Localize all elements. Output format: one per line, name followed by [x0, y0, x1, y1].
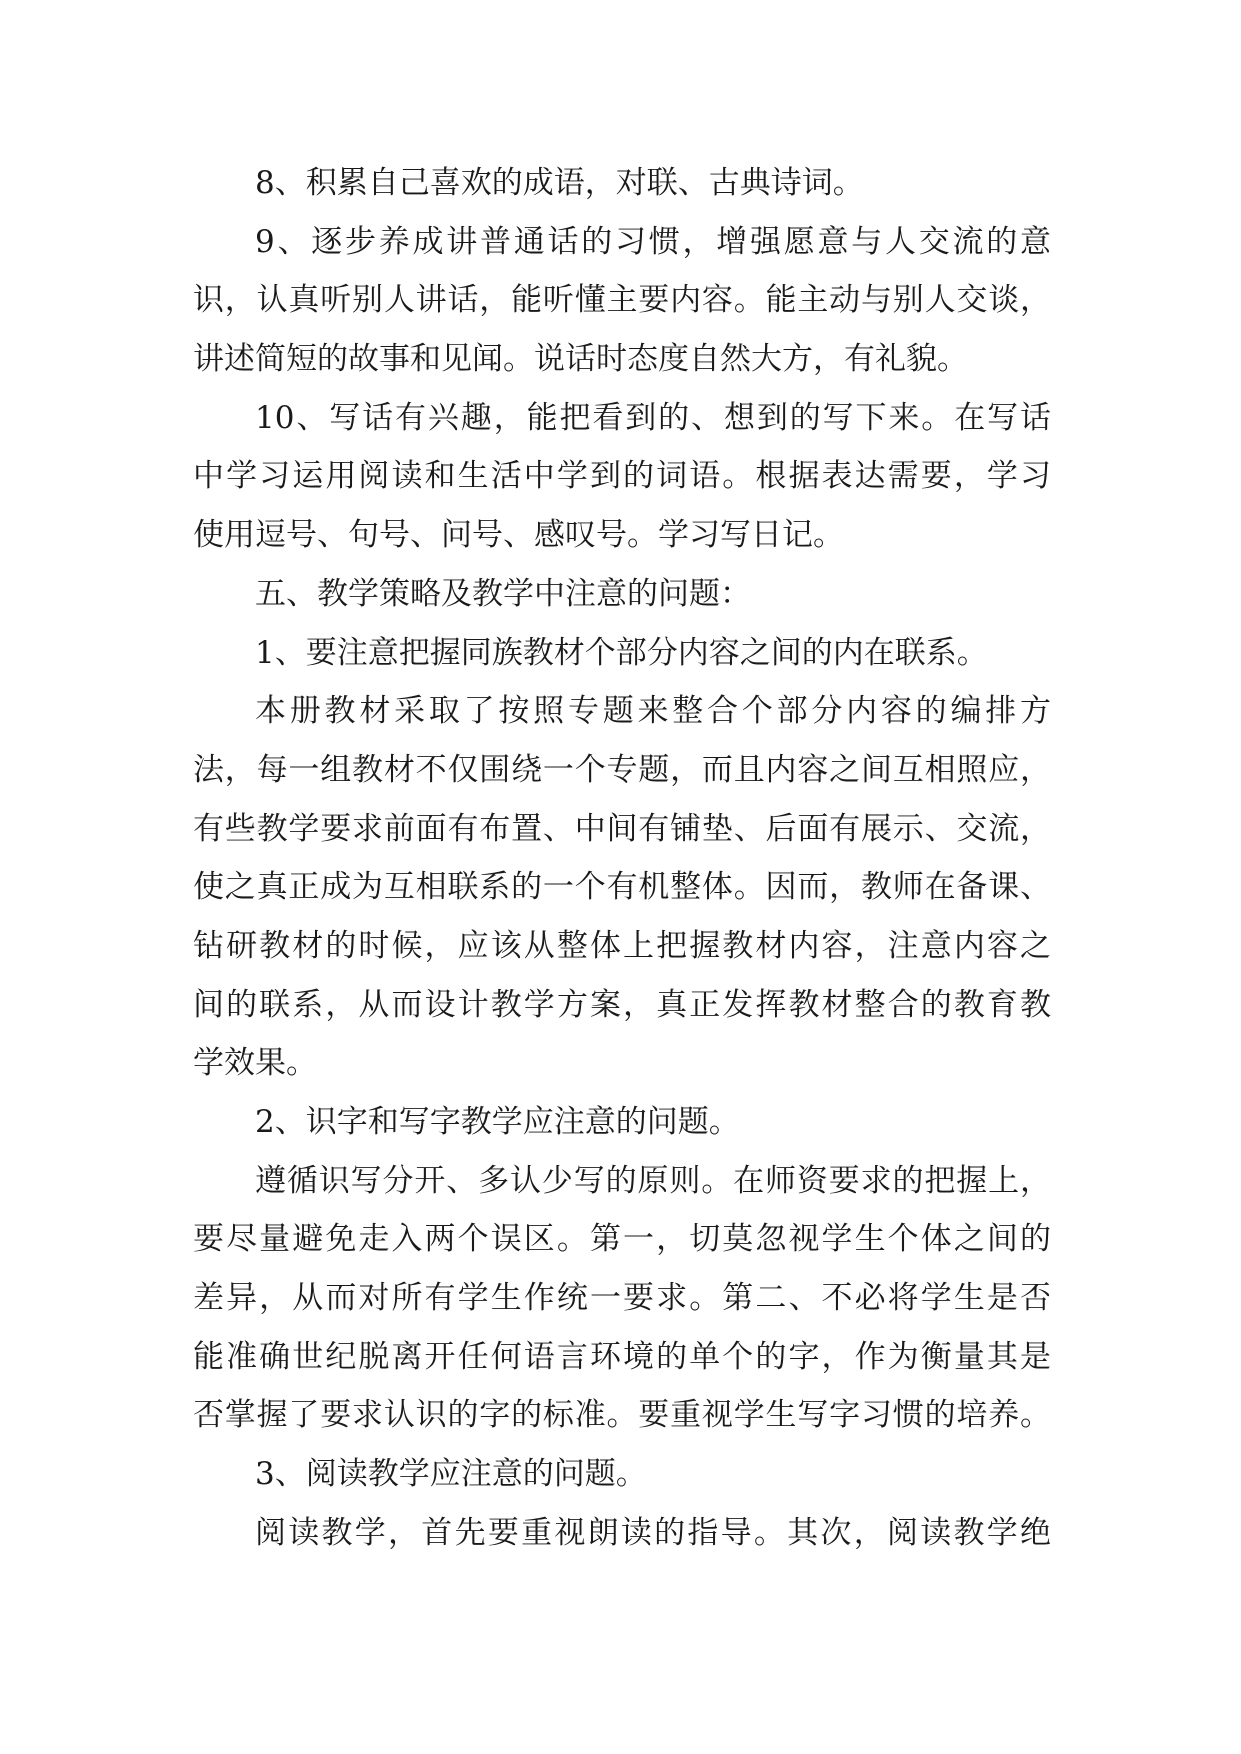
text-line: 五、教学策略及教学中注意的问题：	[255, 575, 751, 612]
text-line: 9、逐步养成讲普通话的习惯，增强愿意与人交流的意	[255, 223, 1051, 260]
text-line: 学效果。	[193, 1045, 317, 1082]
text-line: 法，每一组教材不仅围绕一个专题，而且内容之间互相照应，	[193, 751, 1051, 788]
text-line: 要尽量避免走入两个误区。第一，切莫忽视学生个体之间的	[193, 1221, 1051, 1258]
text-line: 8、积累自己喜欢的成语，对联、古典诗词。	[255, 165, 864, 201]
text-line: 10、写话有兴趣，能把看到的、想到的写下来。在写话	[255, 399, 1051, 436]
text-line: 使用逗号、句号、问号、感叹号。学习写日记。	[193, 517, 844, 554]
text-line: 识，认真听别人讲话，能听懂主要内容。能主动与别人交谈，	[193, 282, 1051, 319]
text-line: 有些教学要求前面有布置、中间有铺垫、后面有展示、交流，	[193, 810, 1051, 847]
text-line: 本册教材采取了按照专题来整合个部分内容的编排方	[255, 693, 1051, 730]
text-line: 否掌握了要求认识的字的标准。要重视学生写字习惯的培养。	[193, 1397, 1051, 1434]
document-page	[193, 154, 1051, 1563]
text-line: 阅读教学，首先要重视朗读的指导。其次，阅读教学绝	[255, 1514, 1051, 1551]
text-line: 钻研教材的时候，应该从整体上把握教材内容，注意内容之	[193, 927, 1051, 964]
text-line: 间的联系，从而设计教学方案，真正发挥教材整合的教育教	[193, 986, 1051, 1023]
text-line: 能准确世纪脱离开任何语言环境的单个的字，作为衡量其是	[193, 1338, 1051, 1375]
text-line: 遵循识写分开、多认少写的原则。在师资要求的把握上，	[255, 1162, 1051, 1199]
text-line: 1、要注意把握同族教材个部分内容之间的内在联系。	[255, 634, 988, 671]
text-line: 使之真正成为互相联系的一个有机整体。因而，教师在备课、	[193, 869, 1051, 906]
text-line: 中学习运用阅读和生活中学到的词语。根据表达需要，学习	[193, 458, 1051, 495]
text-line: 讲述简短的故事和见闻。说话时态度自然大方，有礼貌。	[193, 341, 968, 378]
text-line: 差异，从而对所有学生作统一要求。第二、不必将学生是否	[193, 1280, 1051, 1317]
text-line: 2、识字和写字教学应注意的问题。	[255, 1104, 740, 1140]
text-line: 3、阅读教学应注意的问题。	[255, 1456, 647, 1493]
